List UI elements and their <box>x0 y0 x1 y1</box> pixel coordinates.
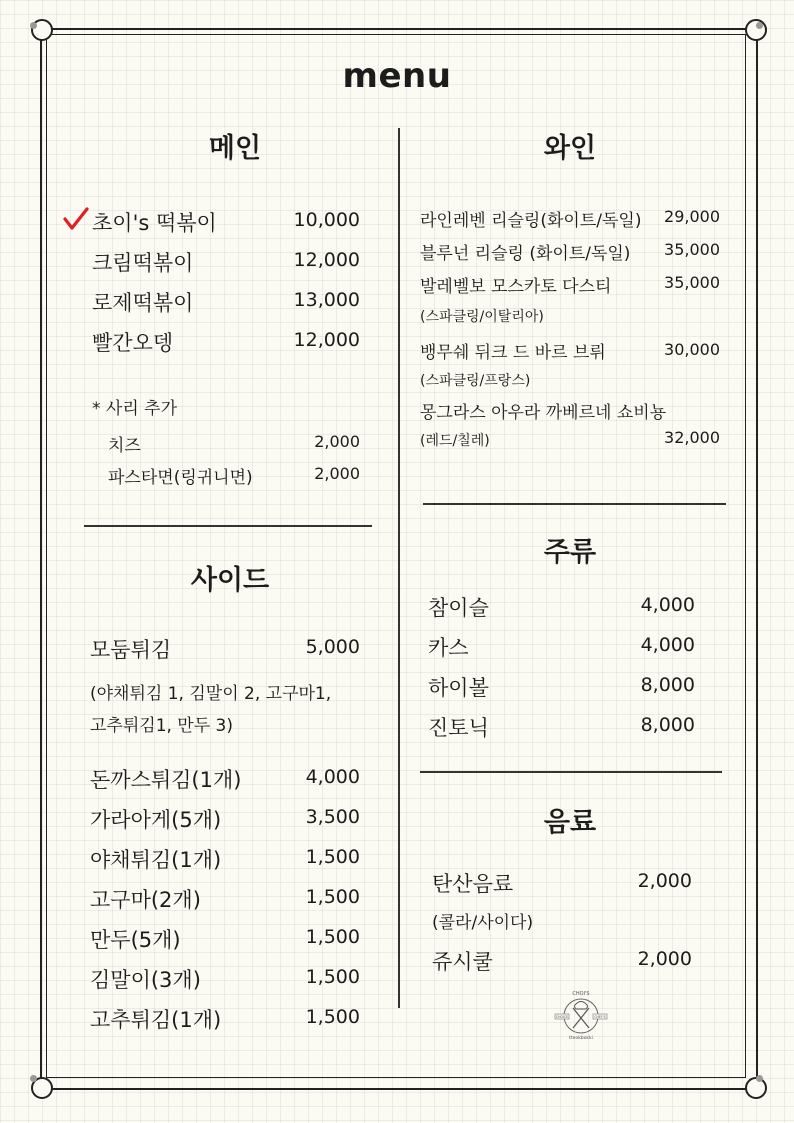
side-item-price: 1,500 <box>305 886 360 908</box>
addon-name: 파스타면(링귀니면) <box>108 468 253 488</box>
drinks-item-name: 쥬시쿨 <box>432 950 493 974</box>
main-item-price: 13,000 <box>293 289 360 311</box>
wine-item-price: 35,000 <box>664 273 720 292</box>
side-item-price: 4,000 <box>305 766 360 788</box>
section-divider <box>420 771 722 773</box>
drinks-item-price: 2,000 <box>637 948 692 970</box>
logo-bottom-text: tteokbokki <box>569 1036 593 1041</box>
main-item-name: 크림떡볶이 <box>92 251 194 275</box>
liquor-item-price: 4,000 <box>640 634 695 656</box>
side-combo-name: 모둠튀김 <box>90 638 172 662</box>
main-item-name: 빨간오뎅 <box>92 331 174 355</box>
liquor-item-price: 8,000 <box>640 674 695 696</box>
liquor-item-price: 8,000 <box>640 714 695 736</box>
side-combo-price: 5,000 <box>305 636 360 658</box>
side-combo-detail: (야채튀김 1, 김말이 2, 고구마1, <box>90 684 332 704</box>
wine-item-name: 발레벨보 모스카토 다스티 <box>420 277 612 297</box>
wine-item-note: (스파클링/프랑스) <box>420 373 531 389</box>
logo-left-text: CHOICE <box>555 1015 569 1019</box>
side-item-name: 가라아게(5개) <box>90 808 222 832</box>
side-item-name: 야채튀김(1개) <box>90 848 222 872</box>
drinks-heading: 음료 <box>543 807 597 838</box>
side-item-price: 1,500 <box>305 926 360 948</box>
wine-item-price: 29,000 <box>664 207 720 226</box>
wine-item-name: 몽그라스 아우라 까베르네 쇼비뇽 <box>420 403 667 423</box>
addon-title: * 사리 추가 <box>92 399 177 419</box>
drinks-item-price: 2,000 <box>637 870 692 892</box>
main-item-price: 12,000 <box>293 329 360 351</box>
side-heading: 사이드 <box>190 565 270 596</box>
liquor-heading: 주류 <box>543 537 597 568</box>
corner-dot-icon <box>756 22 763 29</box>
liquor-item-name: 하이볼 <box>428 676 489 700</box>
side-item-name: 돈까스튀김(1개) <box>90 768 242 792</box>
wine-item-name: 블루넌 리슬링 (화이트/독일) <box>420 244 631 264</box>
side-item-name: 만두(5개) <box>90 928 181 952</box>
section-divider <box>84 525 372 527</box>
liquor-item-name: 참이슬 <box>428 596 489 620</box>
main-item-price: 12,000 <box>293 249 360 271</box>
drinks-item-note: (콜라/사이다) <box>432 913 534 933</box>
wine-item-name: 뱅무쉐 뒤크 드 바르 브뤼 <box>420 343 606 363</box>
wine-item-note: (레드/칠레) <box>420 433 490 449</box>
drinks-item-name: 탄산음료 <box>432 872 514 896</box>
addon-name: 치즈 <box>108 436 141 456</box>
wine-item-price: 32,000 <box>664 428 720 447</box>
side-item-price: 1,500 <box>305 846 360 868</box>
section-divider <box>423 503 726 505</box>
menu-title: menu <box>342 56 452 96</box>
addon-price: 2,000 <box>314 432 360 451</box>
addon-price: 2,000 <box>314 464 360 483</box>
main-item-price: 10,000 <box>293 209 360 231</box>
wine-item-price: 35,000 <box>664 240 720 259</box>
liquor-item-name: 진토닉 <box>428 716 489 740</box>
side-item-price: 1,500 <box>305 966 360 988</box>
chef-logo-icon <box>554 986 608 1042</box>
liquor-item-price: 4,000 <box>640 594 695 616</box>
checkmark-icon <box>62 206 90 232</box>
main-item-name: 초이's 떡볶이 <box>92 211 217 235</box>
liquor-item-name: 카스 <box>428 636 469 660</box>
logo-top-text: CHOI'S <box>572 991 590 997</box>
main-heading: 메인 <box>208 133 262 164</box>
corner-dot-icon <box>30 1075 37 1082</box>
corner-dot-icon <box>30 22 37 29</box>
corner-dot-icon <box>756 1075 763 1082</box>
side-item-price: 3,500 <box>305 806 360 828</box>
side-item-price: 1,500 <box>305 1006 360 1028</box>
side-item-name: 고구마(2개) <box>90 888 201 912</box>
side-item-name: 김말이(3개) <box>90 968 201 992</box>
wine-item-price: 30,000 <box>664 340 720 359</box>
side-item-name: 고추튀김(1개) <box>90 1008 222 1032</box>
wine-heading: 와인 <box>543 133 597 164</box>
logo-right-text: CHEF'S <box>594 1015 606 1019</box>
side-combo-detail: 고추튀김1, 만두 3) <box>90 716 234 736</box>
main-item-name: 로제떡볶이 <box>92 291 194 315</box>
wine-item-note: (스파클링/이탈리아) <box>420 309 544 325</box>
wine-item-name: 라인레벤 리슬링(화이트/독일) <box>420 211 642 231</box>
column-divider <box>398 128 400 1008</box>
